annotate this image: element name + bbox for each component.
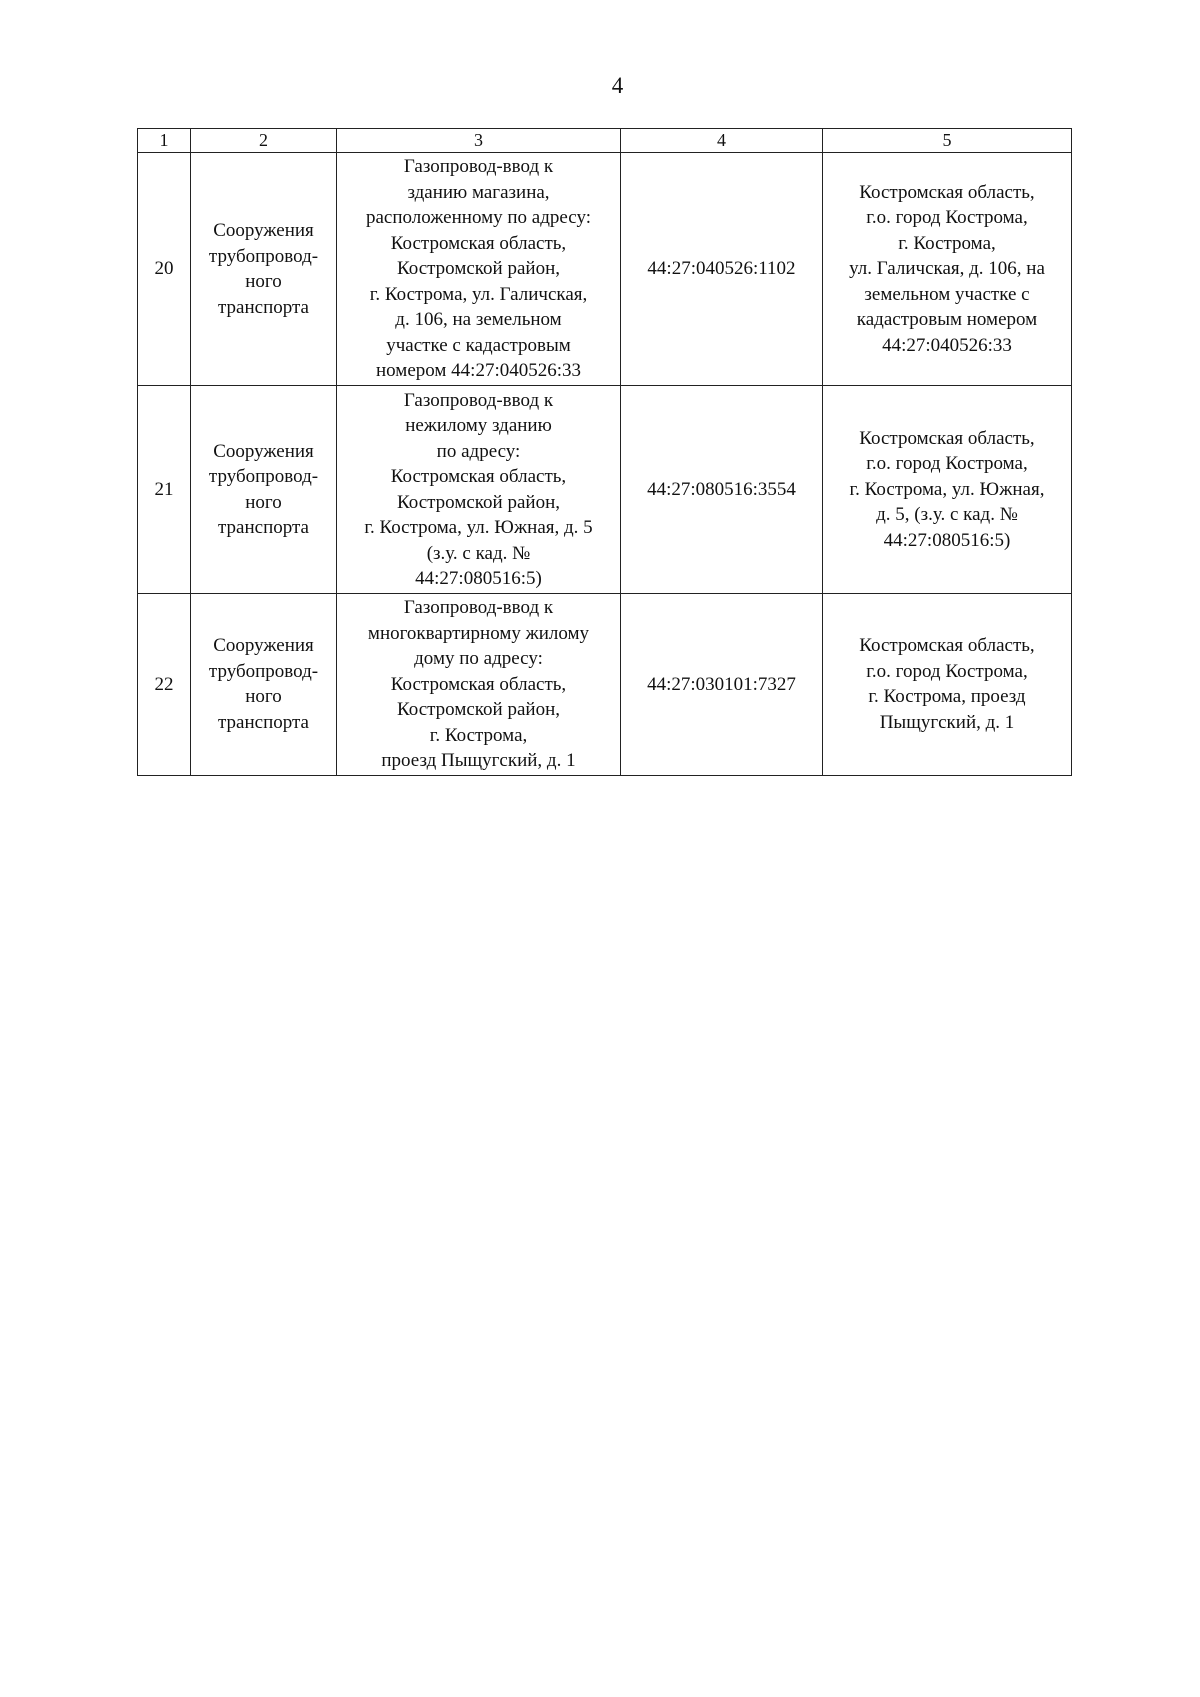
cadastral-number-cell: 44:27:030101:7327: [621, 594, 823, 776]
column-header-5: 5: [823, 129, 1072, 153]
object-name-line: Костромская область,: [390, 673, 567, 695]
column-header-3: 3: [337, 129, 621, 153]
location-line: Костромская область,: [859, 635, 1035, 657]
location-line: д. 5, (з.у. с кад. №: [876, 504, 1018, 526]
table-body: [138, 153, 1072, 776]
object-name-line: дому по адресу:: [414, 648, 543, 669]
location-line: 44:27:080516:5): [883, 529, 1011, 551]
object-type-line: трубопровод-: [208, 245, 319, 267]
location-line: г. Кострома, проезд: [868, 686, 1026, 708]
table-row: [138, 386, 1072, 594]
location-line: г. Кострома, ул. Южная,: [849, 478, 1045, 500]
object-type-line: Сооружения: [213, 440, 314, 462]
object-name-line: д. 106, на земельном: [395, 309, 562, 331]
location-line: г.о. город Кострома,: [866, 207, 1028, 229]
object-type-cell: [191, 153, 337, 386]
object-name-line: г. Кострома, ул. Южная, д. 5: [364, 517, 593, 538]
location-line: Пыщугский, д. 1: [879, 711, 1015, 733]
object-type-line: ного: [245, 491, 282, 513]
location-line: Костромская область,: [859, 427, 1035, 449]
location-line: земельном участке с: [864, 283, 1030, 305]
registry-table: [137, 128, 1072, 776]
object-type-line: ного: [245, 271, 282, 292]
row-number-cell: 21: [138, 386, 191, 594]
object-name-line: расположенному по адресу:: [366, 207, 591, 229]
object-name-line: (з.у. с кад. №: [426, 542, 531, 564]
object-name-line: г. Кострома, ул. Галичская,: [369, 283, 588, 305]
location-line: 44:27:040526:33: [882, 334, 1012, 356]
location-line: ул. Галичская, д. 106, на: [849, 258, 1045, 280]
location-cell: [823, 386, 1072, 594]
row-number-cell: 22: [138, 594, 191, 776]
object-name-cell: [337, 386, 621, 594]
table-header: [138, 129, 1072, 153]
object-name-line: участке с кадастровым: [386, 334, 571, 356]
object-name-line: Костромской район,: [397, 258, 560, 280]
object-name-line: номером 44:27:040526:33: [375, 360, 581, 382]
location-line: кадастровым номером: [856, 309, 1038, 331]
object-name-line: Костромской район,: [397, 699, 560, 720]
object-type-line: Сооружения: [213, 635, 314, 657]
object-name-line: многоквартирному жилому: [367, 622, 590, 644]
location-line: Костромская область,: [859, 181, 1035, 203]
location-cell: [823, 153, 1072, 386]
object-name-line: проезд Пыщугский, д. 1: [381, 750, 576, 771]
object-type-cell: [191, 594, 337, 776]
object-type-line: транспорта: [218, 517, 309, 538]
object-name-line: нежилому зданию: [405, 415, 552, 436]
object-type-line: трубопровод-: [208, 660, 319, 682]
object-name-line: Газопровод-ввод к: [403, 389, 554, 411]
object-name-line: Костромской район,: [397, 491, 560, 513]
location-cell: [823, 594, 1072, 776]
object-name-line: Газопровод-ввод к: [403, 597, 554, 618]
object-name-cell: [337, 153, 621, 386]
page-number: 4: [611, 73, 624, 98]
column-header-4: 4: [621, 129, 823, 153]
object-name-line: г. Кострома,: [429, 724, 528, 746]
object-name-cell: [337, 594, 621, 776]
object-name-line: Костромская область,: [390, 466, 567, 487]
location-line: г. Кострома,: [898, 232, 996, 254]
object-name-line: Костромская область,: [390, 232, 567, 254]
object-name-line: 44:27:080516:5): [415, 568, 542, 589]
object-name-line: Газопровод-ввод к: [403, 156, 554, 178]
location-line: г.о. город Кострома,: [866, 660, 1028, 682]
object-type-line: транспорта: [218, 296, 309, 318]
column-header-2: 2: [191, 129, 337, 153]
cadastral-number-cell: 44:27:080516:3554: [621, 386, 823, 594]
row-number-cell: 20: [138, 153, 191, 386]
cadastral-number-cell: 44:27:040526:1102: [621, 153, 823, 386]
object-type-line: ного: [245, 686, 282, 708]
column-header-1: 1: [138, 129, 191, 153]
object-name-line: по адресу:: [436, 440, 521, 462]
object-type-line: трубопровод-: [208, 466, 319, 487]
object-type-line: Сооружения: [213, 220, 314, 241]
table-row: [138, 153, 1072, 386]
object-type-cell: [191, 386, 337, 594]
table-row: [138, 594, 1072, 776]
location-line: г.о. город Кострома,: [866, 453, 1028, 475]
object-name-line: зданию магазина,: [407, 181, 550, 203]
header-row: [138, 129, 1072, 153]
object-type-line: транспорта: [218, 711, 309, 733]
